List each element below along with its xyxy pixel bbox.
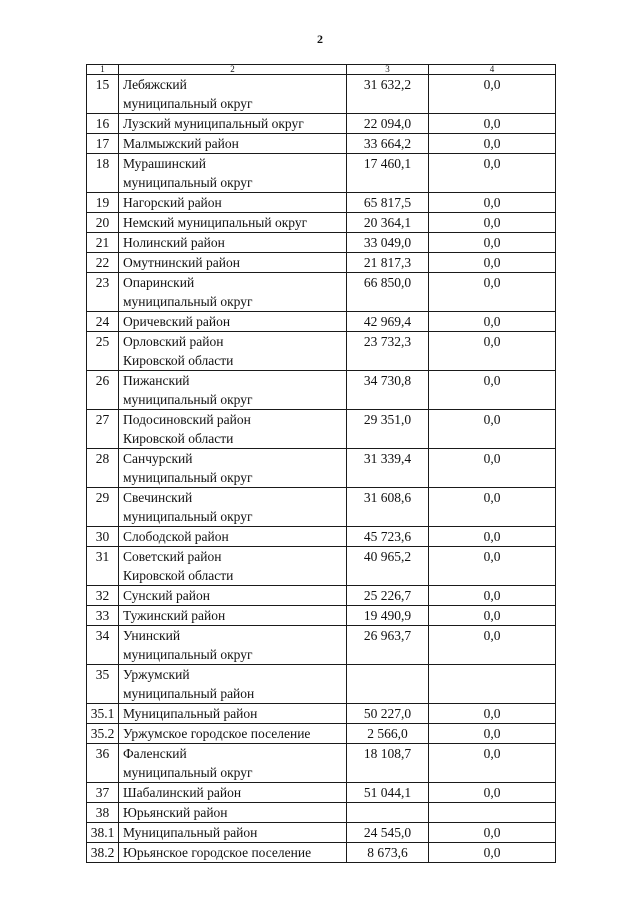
- row-number: 22: [87, 253, 119, 273]
- amount-value: 33 664,2: [347, 134, 429, 154]
- municipality-name-line: муниципальный округ: [123, 509, 253, 524]
- municipality-name-line: Немский муниципальный округ: [123, 215, 308, 230]
- municipality-name-line: Слободской район: [123, 529, 229, 544]
- second-amount-value: 0,0: [429, 843, 556, 863]
- municipality-name-line: муниципальный округ: [123, 392, 253, 407]
- second-amount-value: 0,0: [429, 213, 556, 233]
- municipality-name-line: Лебяжский: [123, 77, 187, 92]
- amount-value: 26 963,7: [347, 626, 429, 665]
- second-amount-value: 0,0: [429, 724, 556, 744]
- row-number: 32: [87, 586, 119, 606]
- row-number: 36: [87, 744, 119, 783]
- amount-value: 22 094,0: [347, 114, 429, 134]
- second-amount-value: 0,0: [429, 783, 556, 803]
- amount-value: 23 732,3: [347, 332, 429, 371]
- municipality-name: [119, 724, 347, 744]
- second-amount-value: 0,0: [429, 134, 556, 154]
- column-header-4: 4: [429, 65, 556, 75]
- budget-table: [86, 64, 556, 863]
- second-amount-value: 0,0: [429, 273, 556, 312]
- amount-value: 2 566,0: [347, 724, 429, 744]
- amount-value: 66 850,0: [347, 273, 429, 312]
- municipality-name: [119, 134, 347, 154]
- municipality-name-line: муниципальный округ: [123, 470, 253, 485]
- amount-value: 24 545,0: [347, 823, 429, 843]
- municipality-name-line: муниципальный округ: [123, 765, 253, 780]
- amount-value: 21 817,3: [347, 253, 429, 273]
- municipality-name: [119, 253, 347, 273]
- second-amount-value: 0,0: [429, 193, 556, 213]
- amount-value: 31 608,6: [347, 488, 429, 527]
- second-amount-value: 0,0: [429, 744, 556, 783]
- municipality-name-line: Кировской области: [123, 431, 234, 446]
- second-amount-value: 0,0: [429, 233, 556, 253]
- municipality-name: [119, 114, 347, 134]
- row-number: 30: [87, 527, 119, 547]
- municipality-name-line: Муниципальный район: [123, 825, 258, 840]
- municipality-name-line: Подосиновский район: [123, 412, 251, 427]
- column-header-3: 3: [347, 65, 429, 75]
- second-amount-value: 0,0: [429, 253, 556, 273]
- second-amount-value: 0,0: [429, 626, 556, 665]
- table-row: [87, 527, 556, 547]
- table-row: [87, 547, 556, 586]
- row-number: 16: [87, 114, 119, 134]
- table-body: [87, 65, 556, 863]
- municipality-name-line: Сунский район: [123, 588, 210, 603]
- table-row: [87, 803, 556, 823]
- table-row: [87, 154, 556, 193]
- table-row: [87, 75, 556, 114]
- row-number: 27: [87, 410, 119, 449]
- amount-value: 17 460,1: [347, 154, 429, 193]
- amount-value: 20 364,1: [347, 213, 429, 233]
- table-row: [87, 193, 556, 213]
- municipality-name-line: Муниципальный район: [123, 706, 258, 721]
- table-row: [87, 843, 556, 863]
- municipality-name: [119, 154, 347, 193]
- municipality-name-line: муниципальный округ: [123, 175, 253, 190]
- amount-value: 25 226,7: [347, 586, 429, 606]
- second-amount-value: 0,0: [429, 114, 556, 134]
- municipality-name-line: муниципальный округ: [123, 294, 253, 309]
- second-amount-value: 0,0: [429, 371, 556, 410]
- municipality-name: [119, 843, 347, 863]
- municipality-name: [119, 449, 347, 488]
- municipality-name: [119, 783, 347, 803]
- row-number: 34: [87, 626, 119, 665]
- second-amount-value: 0,0: [429, 586, 556, 606]
- table-row: [87, 665, 556, 704]
- column-number-row: [87, 65, 556, 75]
- row-number: 38.2: [87, 843, 119, 863]
- row-number: 33: [87, 606, 119, 626]
- table-row: [87, 273, 556, 312]
- municipality-name-line: Пижанский: [123, 373, 190, 388]
- municipality-name-line: Уржумское городское поселение: [123, 726, 311, 741]
- municipality-name: [119, 744, 347, 783]
- second-amount-value: 0,0: [429, 704, 556, 724]
- municipality-name: [119, 606, 347, 626]
- second-amount-value: 0,0: [429, 154, 556, 193]
- row-number: 21: [87, 233, 119, 253]
- municipality-name: [119, 193, 347, 213]
- municipality-name: [119, 213, 347, 233]
- row-number: 19: [87, 193, 119, 213]
- row-number: 38.1: [87, 823, 119, 843]
- amount-value: 31 339,4: [347, 449, 429, 488]
- municipality-name-line: Опаринский: [123, 275, 195, 290]
- second-amount-value: 0,0: [429, 410, 556, 449]
- amount-value: 18 108,7: [347, 744, 429, 783]
- amount-value: 8 673,6: [347, 843, 429, 863]
- municipality-name-line: муниципальный округ: [123, 96, 253, 111]
- table-row: [87, 410, 556, 449]
- second-amount-value: 0,0: [429, 823, 556, 843]
- municipality-name-line: Санчурский: [123, 451, 193, 466]
- table-row: [87, 134, 556, 154]
- amount-value: 45 723,6: [347, 527, 429, 547]
- municipality-name-line: Юрьянский район: [123, 805, 228, 820]
- second-amount-value: [429, 803, 556, 823]
- amount-value: 33 049,0: [347, 233, 429, 253]
- row-number: 31: [87, 547, 119, 586]
- table-row: [87, 744, 556, 783]
- table-row: [87, 332, 556, 371]
- row-number: 28: [87, 449, 119, 488]
- municipality-name-line: Свечинский: [123, 490, 193, 505]
- municipality-name: [119, 273, 347, 312]
- municipality-name: [119, 626, 347, 665]
- table-row: [87, 724, 556, 744]
- row-number: 25: [87, 332, 119, 371]
- amount-value: 29 351,0: [347, 410, 429, 449]
- municipality-name-line: Омутнинский район: [123, 255, 240, 270]
- municipality-name: [119, 312, 347, 332]
- municipality-name-line: Советский район: [123, 549, 222, 564]
- table-row: [87, 783, 556, 803]
- row-number: 35.2: [87, 724, 119, 744]
- row-number: 15: [87, 75, 119, 114]
- table-row: [87, 606, 556, 626]
- municipality-name: [119, 75, 347, 114]
- table-row: [87, 586, 556, 606]
- row-number: 26: [87, 371, 119, 410]
- column-header-2: 2: [119, 65, 347, 75]
- table-row: [87, 371, 556, 410]
- table-row: [87, 233, 556, 253]
- second-amount-value: 0,0: [429, 75, 556, 114]
- amount-value: 19 490,9: [347, 606, 429, 626]
- amount-value: 42 969,4: [347, 312, 429, 332]
- second-amount-value: 0,0: [429, 488, 556, 527]
- table-row: [87, 114, 556, 134]
- row-number: 17: [87, 134, 119, 154]
- municipality-name: [119, 823, 347, 843]
- row-number: 29: [87, 488, 119, 527]
- municipality-name-line: муниципальный округ: [123, 647, 253, 662]
- row-number: 38: [87, 803, 119, 823]
- row-number: 35.1: [87, 704, 119, 724]
- second-amount-value: [429, 665, 556, 704]
- municipality-name: [119, 803, 347, 823]
- second-amount-value: 0,0: [429, 527, 556, 547]
- municipality-name: [119, 410, 347, 449]
- municipality-name-line: Оричевский район: [123, 314, 231, 329]
- municipality-name-line: Тужинский район: [123, 608, 226, 623]
- amount-value: 31 632,2: [347, 75, 429, 114]
- municipality-name-line: Малмыжский район: [123, 136, 239, 151]
- page-number: 2: [317, 32, 323, 46]
- municipality-name-line: Мурашинский: [123, 156, 207, 171]
- table-row: [87, 626, 556, 665]
- table-row: [87, 488, 556, 527]
- amount-value: [347, 803, 429, 823]
- second-amount-value: 0,0: [429, 606, 556, 626]
- municipality-name: [119, 488, 347, 527]
- municipality-name: [119, 586, 347, 606]
- amount-value: 51 044,1: [347, 783, 429, 803]
- amount-value: [347, 665, 429, 704]
- row-number: 24: [87, 312, 119, 332]
- row-number: 35: [87, 665, 119, 704]
- row-number: 20: [87, 213, 119, 233]
- row-number: 23: [87, 273, 119, 312]
- table-row: [87, 253, 556, 273]
- municipality-name-line: Лузский муниципальный округ: [123, 116, 304, 131]
- municipality-name-line: Нагорский район: [123, 195, 222, 210]
- amount-value: 50 227,0: [347, 704, 429, 724]
- second-amount-value: 0,0: [429, 449, 556, 488]
- municipality-name: [119, 547, 347, 586]
- amount-value: 34 730,8: [347, 371, 429, 410]
- column-header-1: 1: [87, 65, 119, 75]
- municipality-name-line: Кировской области: [123, 568, 234, 583]
- second-amount-value: 0,0: [429, 547, 556, 586]
- row-number: 37: [87, 783, 119, 803]
- municipality-name-line: Уржумский: [123, 667, 190, 682]
- municipality-name: [119, 332, 347, 371]
- second-amount-value: 0,0: [429, 332, 556, 371]
- municipality-name: [119, 704, 347, 724]
- municipality-name-line: муниципальный район: [123, 686, 255, 701]
- amount-value: 65 817,5: [347, 193, 429, 213]
- amount-value: 40 965,2: [347, 547, 429, 586]
- municipality-name-line: Юрьянское городское поселение: [123, 845, 312, 860]
- row-number: 18: [87, 154, 119, 193]
- municipality-name-line: Фаленский: [123, 746, 187, 761]
- municipality-name: [119, 527, 347, 547]
- table-row: [87, 213, 556, 233]
- table-row: [87, 823, 556, 843]
- table-row: [87, 704, 556, 724]
- municipality-name-line: Шабалинский район: [123, 785, 242, 800]
- municipality-name: [119, 233, 347, 253]
- municipality-name: [119, 665, 347, 704]
- second-amount-value: 0,0: [429, 312, 556, 332]
- municipality-name: [119, 371, 347, 410]
- municipality-name-line: Кировской области: [123, 353, 234, 368]
- table-row: [87, 449, 556, 488]
- municipality-name-line: Орловский район: [123, 334, 224, 349]
- municipality-name-line: Унинский: [123, 628, 181, 643]
- table-row: [87, 312, 556, 332]
- municipality-name-line: Нолинский район: [123, 235, 225, 250]
